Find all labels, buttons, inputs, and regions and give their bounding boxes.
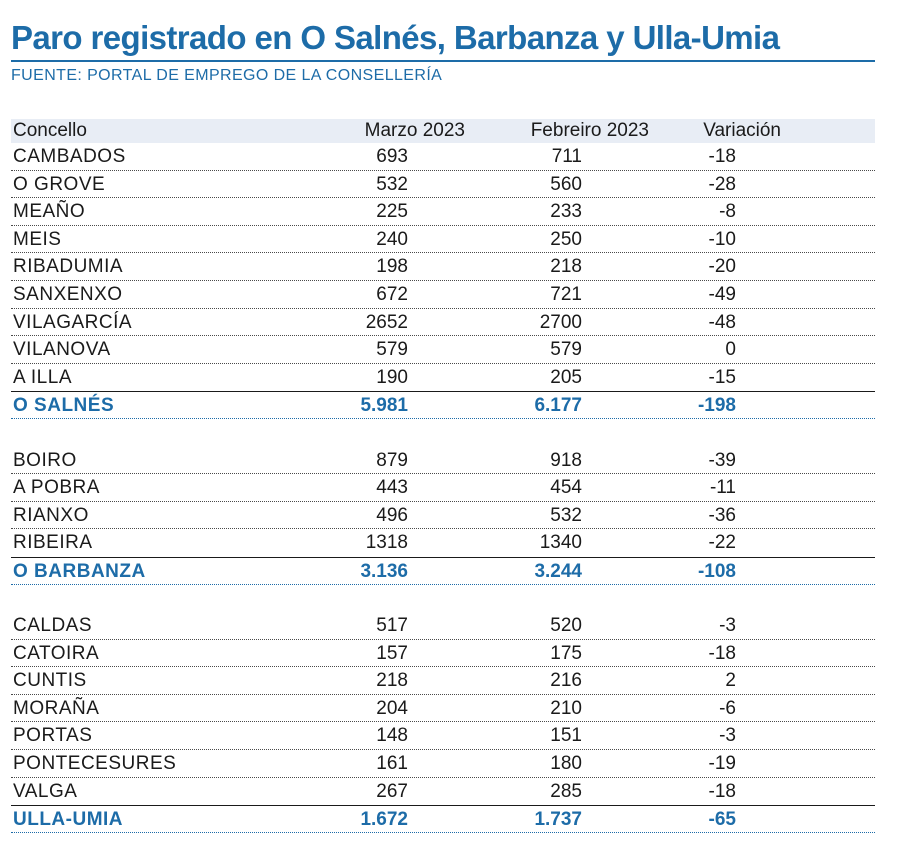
table-row [11,198,875,226]
cell-variacion: -15 [708,366,736,388]
cell-marzo: 693 [376,146,408,167]
cell-concello: ULLA-UMIA [13,809,124,831]
cell-variacion: -65 [708,809,736,831]
cell-febreiro: 454 [550,477,582,499]
cell-febreiro: 711 [551,146,582,167]
cell-variacion: -49 [708,283,736,305]
cell-concello: MEIS [13,228,62,250]
cell-concello: VALGA [13,780,78,802]
cell-variacion: -28 [708,173,736,195]
table-row [11,143,875,171]
header-variacion: Variación [703,120,781,141]
cell-variacion: -18 [708,642,736,664]
cell-febreiro: 579 [550,339,582,361]
header-marzo: Marzo 2023 [364,120,465,141]
cell-marzo: 3.136 [360,560,408,582]
page-title: Paro registrado en O Salnés, Barbanza y Ulla-Umia [11,19,780,56]
cell-febreiro: 918 [550,449,582,471]
table-row [11,171,875,199]
cell-febreiro: 532 [550,504,582,526]
cell-variacion: -48 [708,311,736,333]
cell-marzo: 218 [376,670,408,692]
cell-concello: CATOIRA [13,642,100,664]
table-row [11,364,875,392]
total-row [11,557,875,585]
cell-variacion: -6 [719,697,736,719]
table-row [11,667,875,695]
cell-febreiro: 520 [550,615,582,637]
table-row [11,529,875,557]
cell-febreiro: 1340 [539,532,582,554]
cell-variacion: -18 [708,146,736,167]
cell-febreiro: 560 [550,173,582,195]
cell-concello: SANXENXO [13,283,123,305]
cell-marzo: 157 [376,642,408,664]
cell-febreiro: 151 [550,725,582,747]
cell-variacion: -20 [708,256,736,278]
cell-marzo: 190 [376,366,408,388]
cell-concello: VILAGARCÍA [13,311,133,333]
group-spacer [11,585,875,613]
cell-febreiro: 233 [550,201,582,223]
cell-concello: BOIRO [13,449,77,471]
cell-marzo: 672 [376,283,408,305]
table-row [11,309,875,337]
cell-concello: VILANOVA [13,339,111,361]
cell-febreiro: 218 [550,256,582,278]
cell-febreiro: 3.244 [534,560,582,582]
unemployment-table [11,119,875,833]
cell-marzo: 579 [376,339,408,361]
table-row [11,612,875,640]
cell-febreiro: 1.737 [534,809,582,831]
cell-febreiro: 180 [550,753,582,775]
title-divider [11,60,875,62]
cell-marzo: 267 [376,780,408,802]
table-row [11,502,875,530]
header-concello: Concello [13,120,87,141]
cell-marzo: 2652 [365,311,408,333]
total-row [11,805,875,833]
cell-variacion: -10 [708,228,736,250]
cell-febreiro: 205 [550,366,582,388]
table-row [11,226,875,254]
cell-marzo: 225 [376,201,408,223]
cell-variacion: -198 [697,395,736,417]
table-header [11,119,875,143]
cell-marzo: 5.981 [360,395,408,417]
cell-febreiro: 6.177 [534,395,582,417]
table-row [11,336,875,364]
cell-marzo: 240 [376,228,408,250]
cell-variacion: -18 [708,780,736,802]
cell-marzo: 1.672 [360,809,408,831]
cell-concello: O GROVE [13,173,106,195]
cell-marzo: 517 [376,615,408,637]
cell-concello: O SALNÉS [13,395,115,417]
cell-concello: PONTECESURES [13,753,177,775]
header-febreiro: Febreiro 2023 [530,120,649,141]
cell-variacion: -22 [708,532,736,554]
cell-variacion: -39 [708,449,736,471]
cell-variacion: -36 [708,504,736,526]
table-row [11,778,875,806]
cell-febreiro: 210 [550,697,582,719]
cell-marzo: 204 [376,697,408,719]
cell-concello: CALDAS [13,615,93,637]
cell-concello: CUNTIS [13,670,87,692]
table-row [11,750,875,778]
cell-concello: RIBEIRA [13,532,93,554]
table-row [11,281,875,309]
cell-variacion: 0 [725,339,736,361]
cell-concello: A POBRA [13,477,100,499]
group-spacer [11,419,875,447]
cell-concello: A ILLA [13,366,72,388]
cell-febreiro: 285 [550,780,582,802]
cell-variacion: -3 [719,615,736,637]
cell-concello: MEAÑO [13,201,86,223]
cell-marzo: 443 [376,477,408,499]
cell-marzo: 148 [376,725,408,747]
cell-concello: CAMBADOS [13,146,126,167]
cell-marzo: 1318 [365,532,408,554]
total-row [11,391,875,419]
cell-variacion: 2 [725,670,736,692]
cell-variacion: -19 [708,753,736,775]
cell-concello: O BARBANZA [13,560,146,582]
cell-marzo: 161 [376,753,408,775]
table-row [11,722,875,750]
cell-febreiro: 250 [550,228,582,250]
cell-concello: RIANXO [13,504,89,526]
table-row [11,474,875,502]
cell-variacion: -3 [719,725,736,747]
table-row [11,695,875,723]
cell-marzo: 879 [376,449,408,471]
cell-marzo: 532 [376,173,408,195]
cell-marzo: 496 [376,504,408,526]
cell-variacion: -11 [709,477,736,499]
cell-febreiro: 721 [550,283,582,305]
table-body [11,143,875,833]
cell-febreiro: 2700 [539,311,582,333]
cell-concello: MORAÑA [13,697,100,719]
cell-variacion: -108 [697,560,736,582]
table-row [11,447,875,475]
cell-concello: PORTAS [13,725,93,747]
cell-febreiro: 175 [550,642,582,664]
cell-concello: RIBADUMIA [13,256,124,278]
cell-variacion: -8 [719,201,736,223]
cell-marzo: 198 [376,256,408,278]
cell-febreiro: 216 [550,670,582,692]
table-row [11,253,875,281]
table-row [11,640,875,668]
source-note: FUENTE: PORTAL DE EMPREGO DE LA CONSELLERÍA [11,67,443,84]
